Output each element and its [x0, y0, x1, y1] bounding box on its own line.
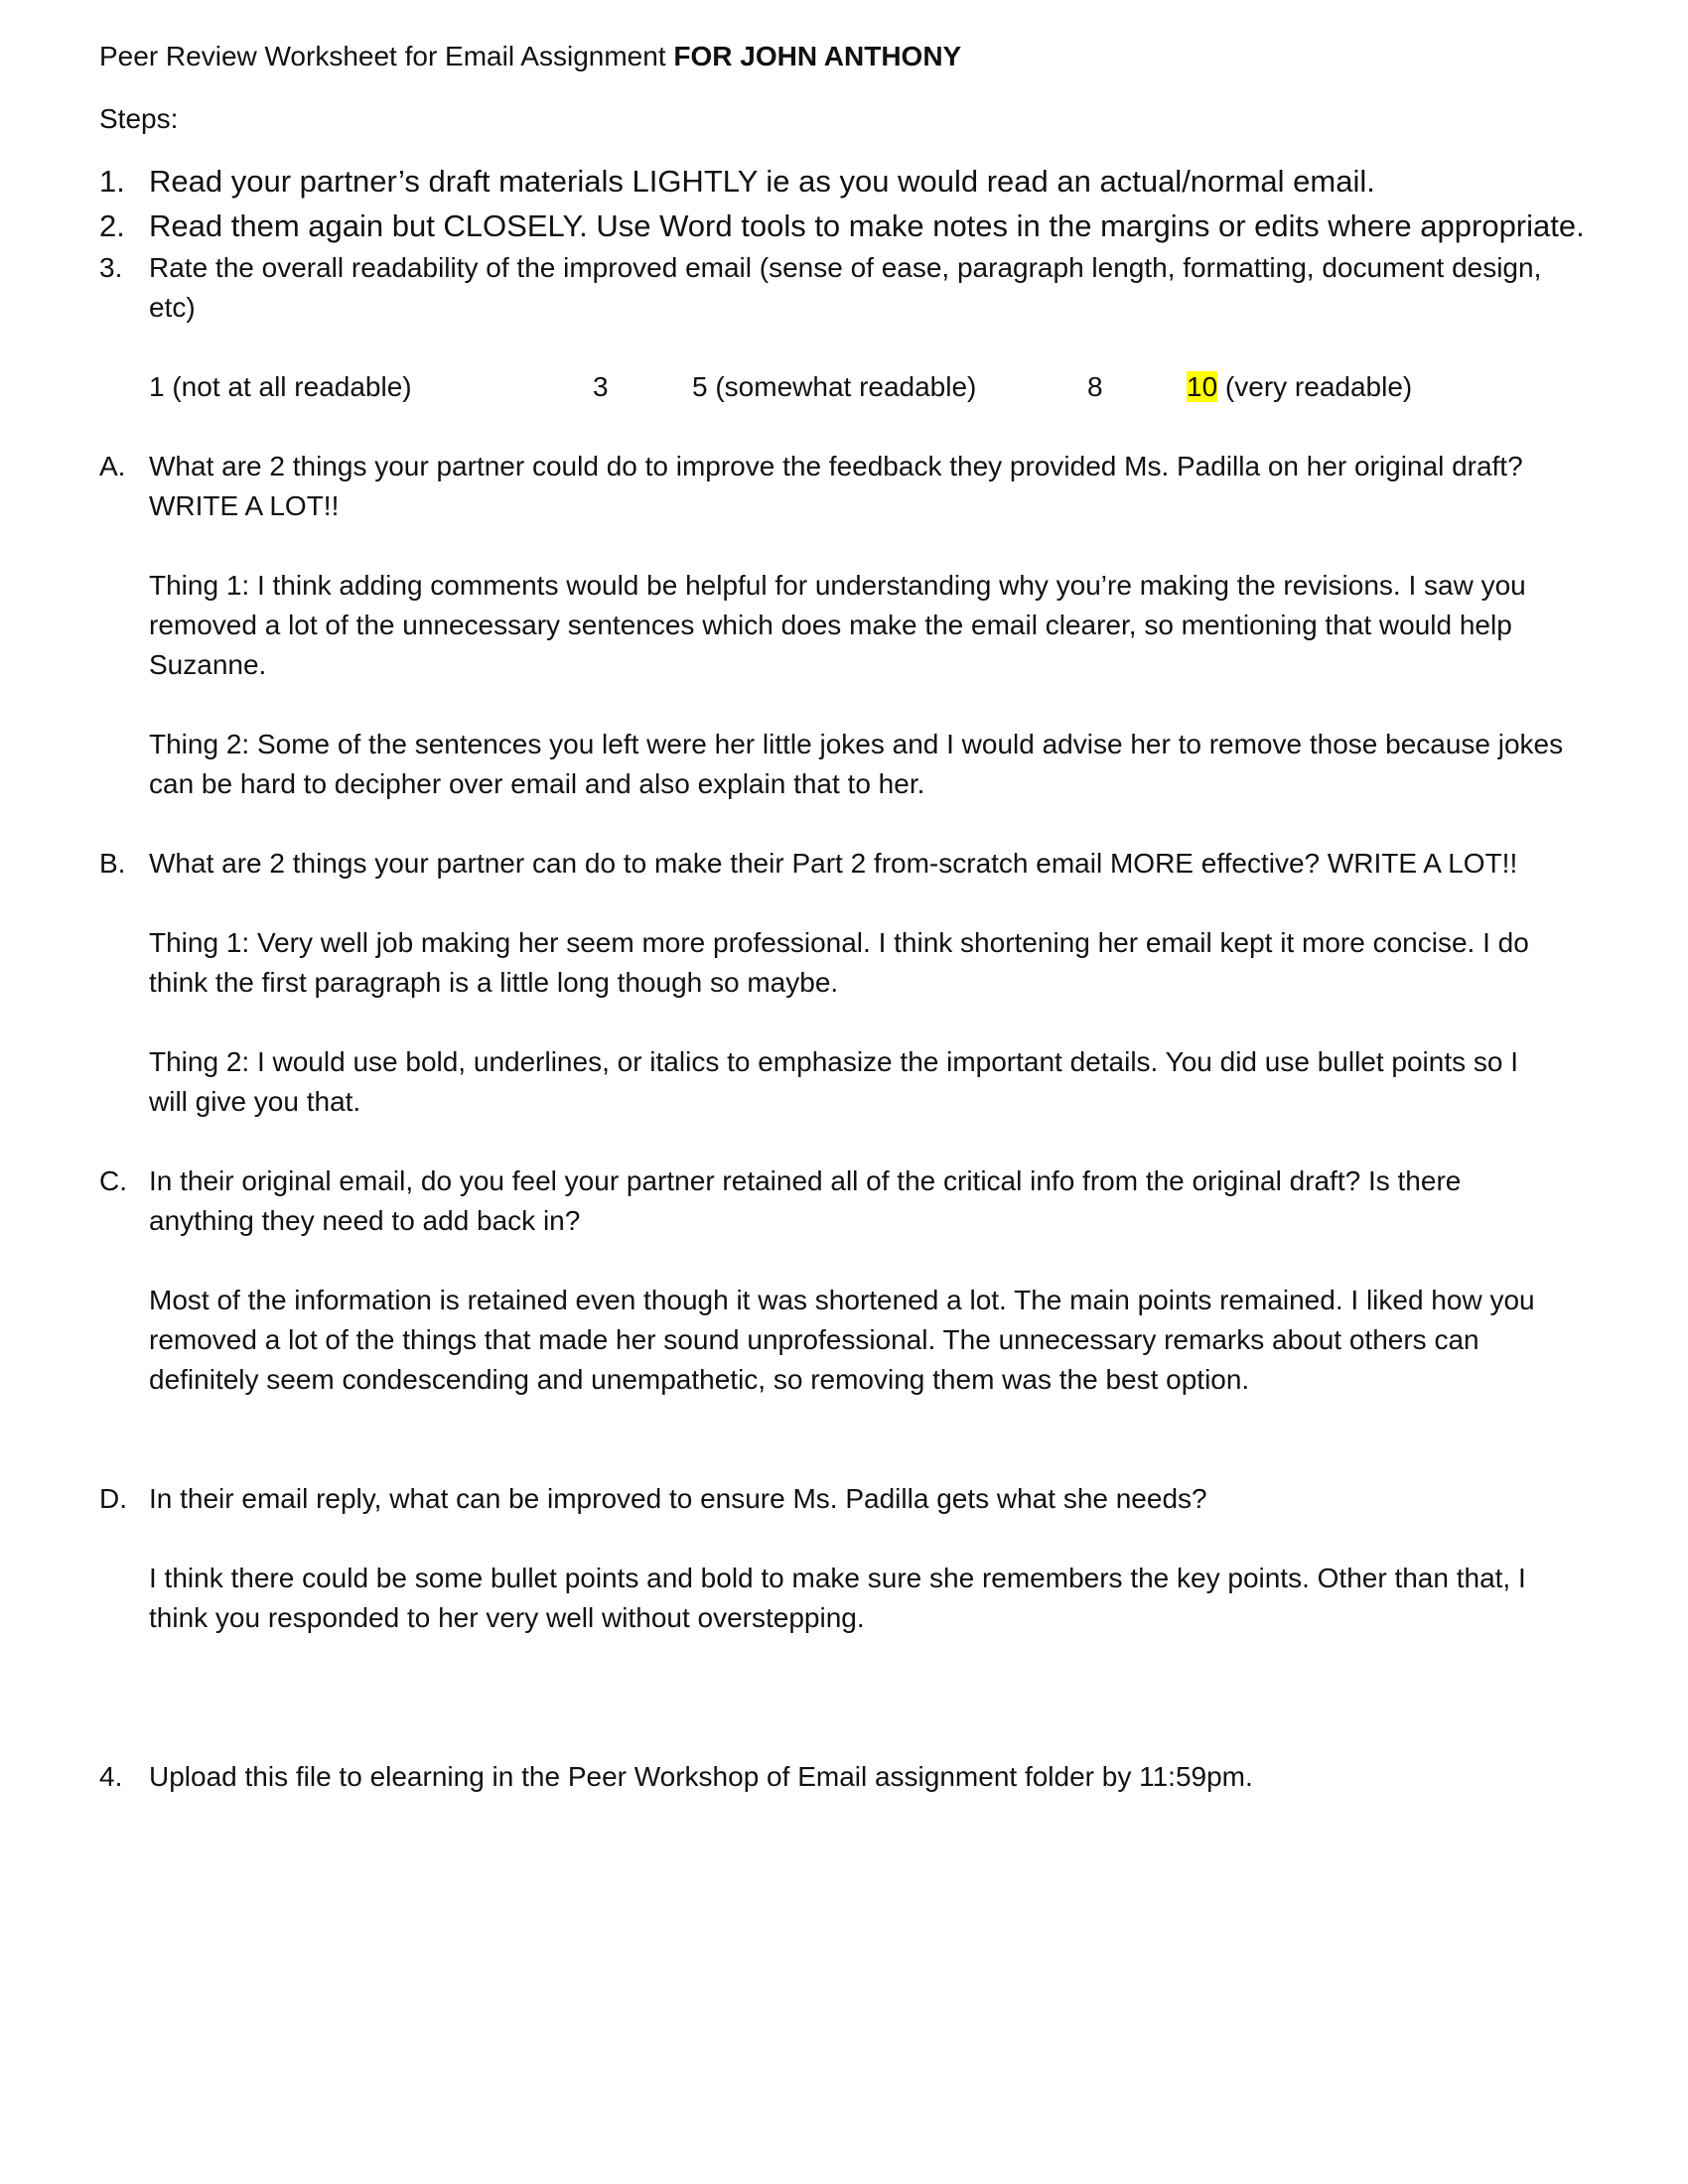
- rating-option-10: [1187, 367, 1412, 407]
- question-c-text-line-1: In their original email, do you feel your partner retained all of the critical info from the original draft? Is there: [149, 1165, 1462, 1196]
- question-d-marker: D.: [99, 1483, 127, 1514]
- step-3-marker: 3.: [99, 252, 123, 283]
- answer-a-thing2-line-2: can be hard to decipher over email and also explain that to her.: [149, 768, 925, 799]
- answer-b-thing1-line-2: think the first paragraph is a little long though so maybe.: [149, 967, 839, 998]
- rating-option-5: 5 (somewhat readable): [692, 371, 977, 402]
- answer-c-line-1: Most of the information is retained even though it was shortened a lot. The main points remained. I liked how you: [149, 1285, 1535, 1315]
- answer-b-thing1-line-1: Thing 1: Very well job making her seem more professional. I think shortening her email kept it more concise. I do: [149, 927, 1529, 958]
- answer-b-thing2-line-2: will give you that.: [149, 1086, 361, 1117]
- answer-a-thing1-line-1: Thing 1: I think adding comments would be helpful for understanding why you’re making the revisions. I saw you: [149, 570, 1526, 601]
- answer-a-thing1-line-2: removed a lot of the unnecessary sentences which does make the email clearer, so mentioning that would help: [149, 610, 1512, 640]
- answer-d-line-1: I think there could be some bullet points and bold to make sure she remembers the key points. Other than that, I: [149, 1563, 1526, 1593]
- step-1-text: Read your partner’s draft materials LIGHTLY ie as you would read an actual/normal email.: [149, 164, 1375, 199]
- answer-a-thing1-line-3: Suzanne.: [149, 649, 267, 680]
- title-prefix: Peer Review Worksheet for Email Assignment: [99, 41, 674, 71]
- question-c-marker: C.: [99, 1165, 127, 1196]
- steps-label: Steps:: [99, 103, 179, 134]
- title-student-name: FOR JOHN ANTHONY: [673, 41, 962, 71]
- rating-option-10-label: (very readable): [1217, 371, 1413, 402]
- step-1-marker: 1.: [99, 164, 125, 199]
- answer-c-line-3: definitely seem condescending and unempathetic, so removing them was the best option.: [149, 1364, 1250, 1395]
- question-a-text-line-2: WRITE A LOT!!: [149, 490, 340, 521]
- question-a-marker: A.: [99, 451, 126, 481]
- question-b-text-line-1: What are 2 things your partner can do to make their Part 2 from-scratch email MORE effective? WRITE A LOT!!: [149, 848, 1518, 879]
- answer-a-thing2-line-1: Thing 2: Some of the sentences you left were her little jokes and I would advise her to remove those because jokes: [149, 729, 1564, 759]
- question-b-marker: B.: [99, 848, 126, 879]
- rating-option-1: 1 (not at all readable): [149, 371, 412, 402]
- answer-b-thing2-line-1: Thing 2: I would use bold, underlines, or italics to emphasize the important details. You did use bullet points so I: [149, 1046, 1519, 1077]
- rating-selected-highlight: 10: [1187, 371, 1218, 402]
- question-a-text-line-1: What are 2 things your partner could do to improve the feedback they provided Ms. Padilla on her original draft?: [149, 451, 1523, 481]
- step-2-text: Read them again but CLOSELY. Use Word tools to make notes in the margins or edits where appropriate.: [149, 208, 1585, 243]
- question-d-text-line-1: In their email reply, what can be improved to ensure Ms. Padilla gets what she needs?: [149, 1483, 1207, 1514]
- question-c-text-line-2: anything they need to add back in?: [149, 1205, 581, 1236]
- rating-option-3: 3: [593, 371, 609, 402]
- rating-option-8: 8: [1087, 371, 1103, 402]
- step-4-marker: 4.: [99, 1761, 123, 1792]
- step-4-text: Upload this file to elearning in the Peer Workshop of Email assignment folder by 11:59pm.: [149, 1761, 1253, 1792]
- answer-c-line-2: removed a lot of the things that made her sound unprofessional. The unnecessary remarks about others can: [149, 1324, 1479, 1355]
- step-3-text-line-1: Rate the overall readability of the improved email (sense of ease, paragraph length, formatting, document design,: [149, 252, 1542, 283]
- step-3-text-line-2: etc): [149, 292, 196, 323]
- answer-d-line-2: think you responded to her very well without overstepping.: [149, 1602, 865, 1633]
- document-title: [99, 37, 961, 76]
- step-2-marker: 2.: [99, 208, 125, 243]
